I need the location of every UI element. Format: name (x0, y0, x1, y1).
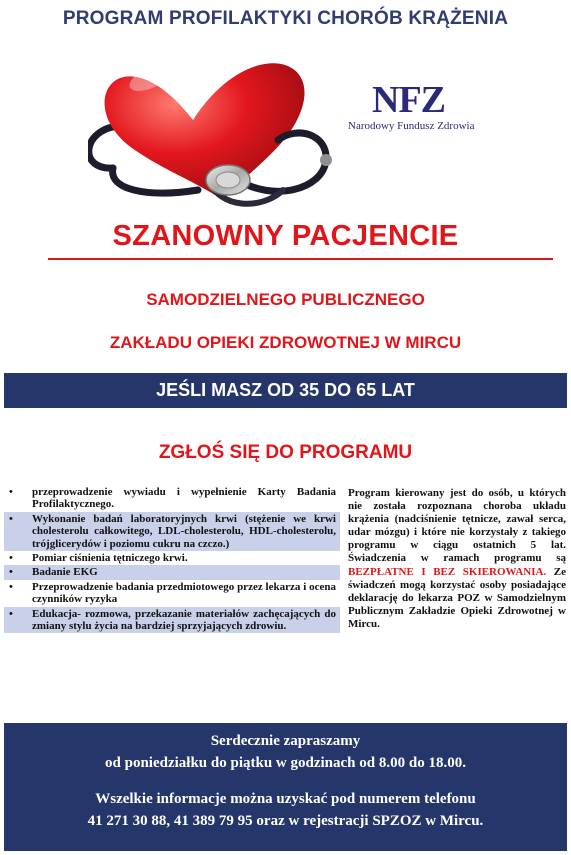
list-item (4, 565, 340, 579)
service-text: Wykonanie badań laboratoryjnych krwi (stężenie we krwi cholesterolu całkowitego, LDL-cholesterolu, HDL-cholesterolu, trójglicerydów i poziomu cukru na czczo.) (32, 512, 336, 550)
greeting-title: SZANOWNY PACJENCIE (112, 220, 459, 252)
footer-phones: 41 271 30 88, 41 389 79 95 oraz w rejestracji SPZOZ w Mircu. (87, 813, 484, 829)
list-item (4, 580, 340, 607)
greeting-underline (48, 258, 553, 260)
heart-stethoscope-image (88, 40, 348, 215)
footer-invite: Serdecznie zapraszamy (210, 733, 361, 749)
service-text: przeprowadzenie wywiadu i wypełnienie Karty Badania Profilaktycznego. (32, 486, 336, 511)
bullet-icon: • (9, 566, 13, 579)
list-item (4, 485, 340, 512)
bullet-icon: • (9, 607, 13, 620)
bullet-icon: • (9, 552, 13, 565)
service-text: Przeprowadzenie badania przedmiotowego przez lekarza i ocena czynników ryzyka (32, 580, 336, 606)
nfz-logo (348, 78, 528, 138)
bullet-icon: • (9, 512, 13, 525)
bullet-icon: • (9, 580, 13, 593)
service-text: Edukacja- rozmowa, przekazanie materiałów zachęcających do zmiany stylu życia na bardziej sprzyjających zdrowiu. (32, 607, 336, 633)
age-banner: JEŚLI MASZ OD 35 DO 65 LAT (4, 373, 567, 408)
institution-line-2: ZAKŁADU OPIEKI ZDROWOTNEJ W MIRCU (109, 333, 462, 352)
footer-info: Wszelkie informacje można uzyskać pod numerem telefonu (95, 791, 476, 807)
list-item (4, 607, 340, 634)
call-to-action: ZGŁOŚ SIĘ DO PROGRAMU (158, 442, 413, 463)
services-list (4, 485, 340, 633)
nfz-logo-name: Narodowy Fundusz Zdrowia (348, 120, 475, 132)
service-text: Badanie EKG (32, 566, 98, 579)
bullet-icon: • (9, 486, 13, 498)
nfz-logo-mark: NFZ (372, 79, 445, 121)
service-text: Pomiar ciśnienia tętniczego krwi. (32, 552, 188, 565)
description-text-2: Ze świadczeń mogą korzystać osoby posiadające deklarację do lekarza POZ w Samodzielnym Publicznym Zakładzie Opieki Zdrowotnej w Mircu. (348, 565, 566, 630)
page-title: PROGRAM PROFILAKTYKI CHORÓB KRĄŻENIA (62, 8, 509, 29)
description-text-1: Program kierowany jest do osób, u których nie została rozpoznana choroba układu krążenia (nadciśnienie tętnicze, zawał serca, udar mózgu) i które nie korzystały z takiego programu w ciągu ostatnich 5 lat. Świadczenia w ramach programu są (348, 487, 566, 565)
footer-hours: od poniedziałku do piątku w godzinach od 8.00 do 18.00. (105, 755, 466, 771)
footer-info-box (4, 723, 567, 851)
list-item (4, 551, 340, 565)
list-item (4, 512, 340, 551)
free-no-referral-highlight: BEZPŁATNE I BEZ SKIEROWANIA. (348, 565, 547, 578)
program-description (348, 487, 566, 631)
institution-line-1: SAMODZIELNEGO PUBLICZNEGO (146, 290, 425, 309)
